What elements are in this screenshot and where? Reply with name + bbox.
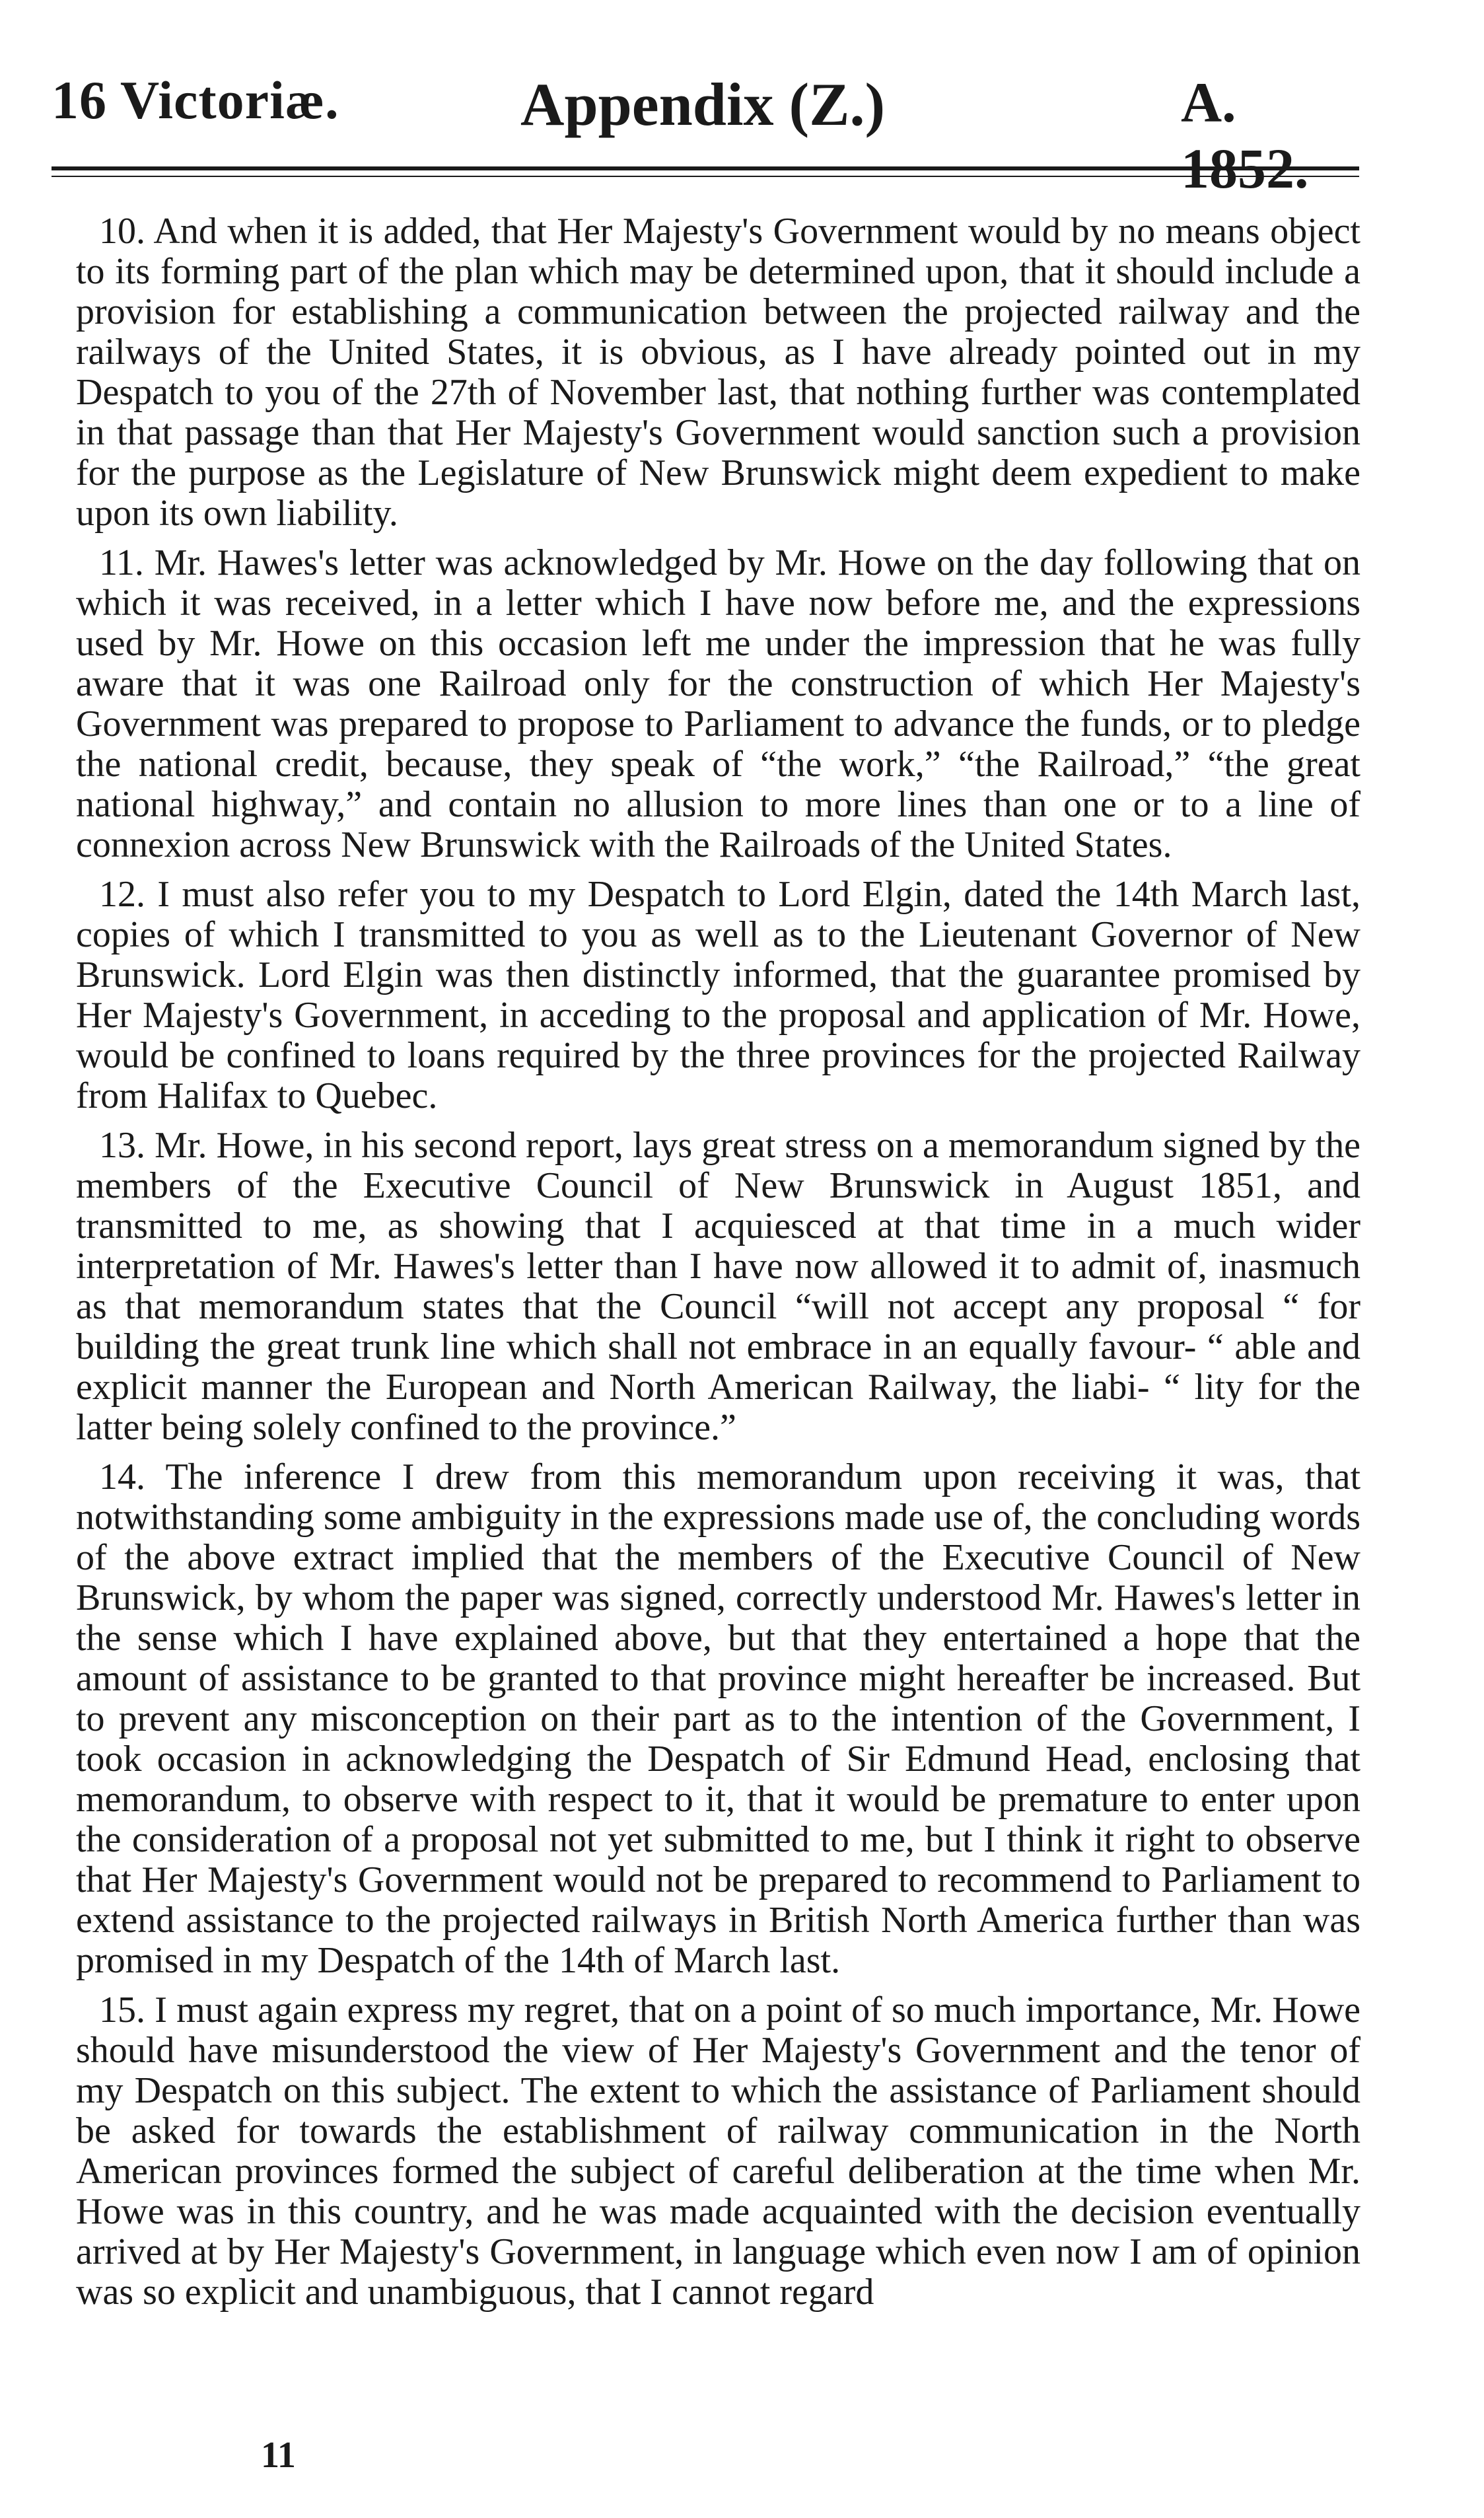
paragraph-14: 14. The inference I drew from this memorandum upon receiving it was, that notwithstanding some ambiguity in the expressions made use of, the concluding words of the above extract implied that the members of the Executive Council of New Brunswick, by whom the paper was signed, correctly understood Mr. Hawes's letter in the sense which I have explained above, but that they entertained a hope that the amount of assistance to be granted to that province might hereafter be increased. But to prevent any misconception on their part as to the intention of the Government, I took occasion in acknowledging the Despatch of Sir Edmund Head, enclosing that memorandum, to observe with respect to it, that it would be premature to enter upon the consideration of a proposal not yet submitted to me, but I think it right to observe that Her Majesty's Government would not be prepared to recommend to Parliament to extend assistance to the projected railways in British North America further than was promised in my Despatch of the 14th of March last. <box>76 1457 1360 1981</box>
paragraph-15: 15. I must again express my regret, that on a point of so much importance, Mr. Howe should have misunderstood the view of Her Majesty's Government and the tenor of my Despatch on this subject. The extent to which the assistance of Parliament should be asked for towards the establishment of railway communication in the North American provinces formed the subject of careful deliberation at the time when Mr. Howe was in this country, and he was made acquainted with the decision eventually arrived at by Her Majesty's Government, in language which even now I am of opinion was so explicit and unambiguous, that I cannot regard <box>76 1990 1360 2313</box>
paragraph-11: 11. Mr. Hawes's letter was acknowledged by Mr. Howe on the day following that on which it was received, in a letter which I have now before me, and the expressions used by Mr. Howe on this occasion left me under the impression that he was fully aware that it was one Railroad only for the construction of which Her Majesty's Government was prepared to propose to Parliament to advance the funds, or to pledge the national credit, because, they speak of “the work,” “the Railroad,” “the great national highway,” and contain no allusion to more lines than one or to a line of connexion across New Brunswick with the Railroads of the United States. <box>76 542 1360 865</box>
header-rule-thick <box>52 166 1359 170</box>
header-year: A. <box>1181 71 1236 134</box>
body-text <box>76 211 1360 2313</box>
header-rule-thin <box>52 176 1359 177</box>
paragraph-10: 10. And when it is added, that Her Majesty's Government would by no means object to its forming part of the plan which may be determined upon, that it should include a provision for establishing a communication between the projected railway and the railways of the United States, it is obvious, as I have already pointed out in my Despatch to you of the 27th of November last, that nothing further was contemplated in that passage than that Her Majesty's Government would sanction such a provision for the purpose as the Legislature of New Brunswick might deem expedient to make upon its own liability. <box>76 211 1360 534</box>
paragraph-12: 12. I must also refer you to my Despatch to Lord Elgin, dated the 14th March last, copies of which I transmitted to you as well as to the Lieutenant Governor of New Brunswick. Lord Elgin was then distinctly informed, that the guarantee promised by Her Majesty's Government, in acceding to the proposal and application of Mr. Howe, would be confined to loans required by the three provinces for the projected Railway from Halifax to Quebec. <box>76 874 1360 1116</box>
header-appendix: Appendix (Z.) <box>520 71 886 138</box>
paragraph-13: 13. Mr. Howe, in his second report, lays great stress on a memorandum signed by the members of the Executive Council of New Brunswick in August 1851, and transmitted to me, as showing that I acquiesced at that time in a much wider interpretation of Mr. Hawes's letter than I have now allowed it to admit of, inasmuch as that memorandum states that the Council “will not accept any proposal “ for building the great trunk line which shall not embrace in an equally favour- “ able and explicit manner the European and North American Railway, the liabi- “ lity for the latter being solely confined to the province.” <box>76 1125 1360 1448</box>
header-session: 16 Victoriæ. <box>52 70 339 130</box>
page-number: 11 <box>261 2435 296 2476</box>
page-header <box>52 69 1372 155</box>
